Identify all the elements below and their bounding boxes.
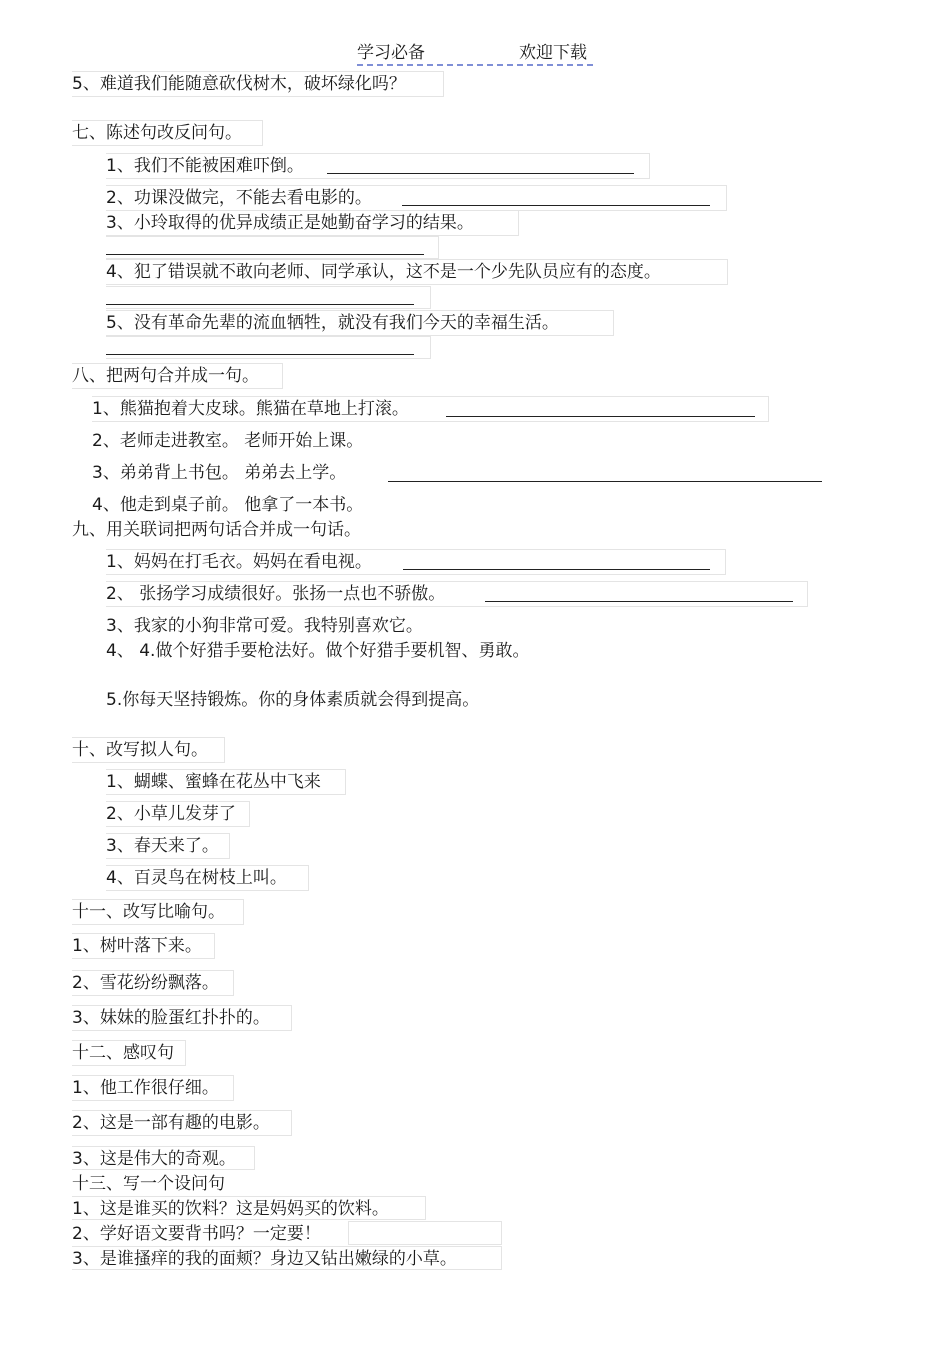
list-item: 3、我家的小狗非常可爱。我特别喜欢它。 <box>106 616 423 636</box>
header-dashed-rule <box>357 64 593 66</box>
list-item: 3、弟弟背上书包。 弟弟去上学。 <box>92 463 347 483</box>
list-item: 3、这是伟大的奇观。 <box>72 1149 236 1169</box>
text-frame <box>348 1221 502 1245</box>
answer-line <box>388 481 822 482</box>
section-title: 十二、感叹句 <box>72 1043 174 1063</box>
section-title: 十三、写一个设问句 <box>72 1174 225 1194</box>
section-title: 十一、改写比喻句。 <box>72 902 225 922</box>
answer-line <box>327 173 634 174</box>
section-title: 八、把两句合并成一句。 <box>72 366 259 386</box>
section-title: 十、改写拟人句。 <box>72 740 208 760</box>
list-item: 2、雪花纷纷飘落。 <box>72 973 219 993</box>
list-item: 5、难道我们能随意砍伐树木，破坏绿化吗？ <box>72 74 406 94</box>
text-frame <box>106 336 431 359</box>
answer-line <box>106 354 414 355</box>
list-item: 2、 张扬学习成绩很好。张扬一点也不骄傲。 <box>106 584 446 604</box>
list-item: 4、百灵鸟在树枝上叫。 <box>106 868 287 888</box>
header-left: 学习必备 <box>357 43 425 63</box>
list-item: 2、学好语文要背书吗？一定要！ <box>72 1224 321 1244</box>
answer-line <box>106 254 424 255</box>
list-item: 2、这是一部有趣的电影。 <box>72 1113 270 1133</box>
list-item: 1、妈妈在打毛衣。妈妈在看电视。 <box>106 552 372 572</box>
list-item: 4、 4.做个好猎手要枪法好。做个好猎手要机智、勇敢。 <box>106 641 530 661</box>
header-right: 欢迎下载 <box>519 43 587 63</box>
list-item: 3、春天来了。 <box>106 836 219 856</box>
text-frame <box>106 286 431 309</box>
list-item: 2、小草儿发芽了 <box>106 804 236 824</box>
list-item: 4、犯了错误就不敢向老师、同学承认，这不是一个少先队员应有的态度。 <box>106 262 661 282</box>
list-item: 1、我们不能被困难吓倒。 <box>106 156 304 176</box>
list-item: 1、他工作很仔细。 <box>72 1078 219 1098</box>
list-item: 4、他走到桌子前。 他拿了一本书。 <box>92 495 364 515</box>
list-item: 2、老师走进教室。 老师开始上课。 <box>92 431 364 451</box>
list-item: 3、小玲取得的优异成绩正是她勤奋学习的结果。 <box>106 213 474 233</box>
section-title: 九、用关联词把两句话合并成一句话。 <box>72 520 361 540</box>
answer-line <box>485 601 793 602</box>
list-item: 1、这是谁买的饮料？这是妈妈买的饮料。 <box>72 1199 389 1219</box>
answer-line <box>106 304 414 305</box>
list-item: 3、是谁搔痒的我的面颊？身边又钻出嫩绿的小草。 <box>72 1249 457 1269</box>
section-title: 七、陈述句改反问句。 <box>72 123 242 143</box>
list-item: 1、蝴蝶、蜜蜂在花丛中飞来 <box>106 772 321 792</box>
answer-line <box>446 416 755 417</box>
list-item: 2、功课没做完，不能去看电影的。 <box>106 188 372 208</box>
list-item: 3、妹妹的脸蛋红扑扑的。 <box>72 1008 270 1028</box>
list-item: 5、没有革命先辈的流血牺牲，就没有我们今天的幸福生活。 <box>106 313 559 333</box>
answer-line <box>402 205 710 206</box>
list-item: 1、熊猫抱着大皮球。熊猫在草地上打滚。 <box>92 399 409 419</box>
answer-line <box>403 569 710 570</box>
list-item: 1、树叶落下来。 <box>72 936 202 956</box>
text-frame <box>106 236 439 259</box>
list-item: 5.你每天坚持锻炼。你的身体素质就会得到提高。 <box>106 690 480 710</box>
